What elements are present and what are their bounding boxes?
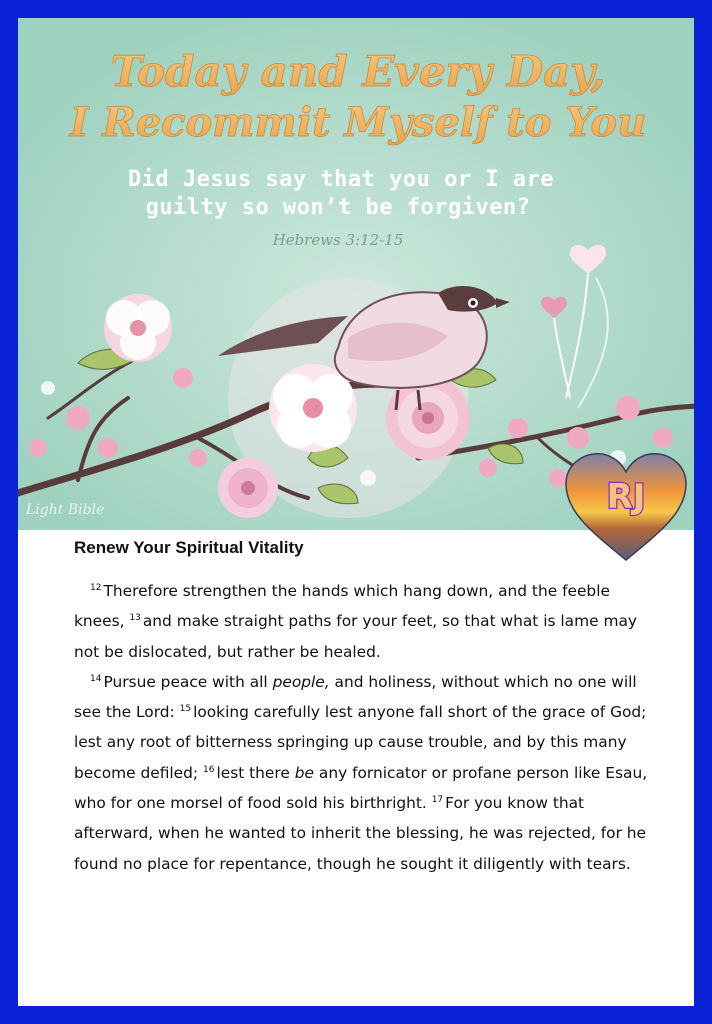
paragraph-2 [74,667,664,879]
headline-line-1: Today and Every Day, [110,47,606,96]
verse-italic: be [294,763,315,782]
scripture-reference: Hebrews 3:12-15 [272,231,404,249]
verse-text: Pursue peace with all [103,672,273,691]
verse-number: 13 [129,613,141,624]
paragraph-1 [74,576,664,667]
question-line-2: guilty so won’t be forgiven? [145,195,531,220]
verse-text: any fornicator or profane person like Esau, who for one morsel of food sold his birthright. [74,763,648,813]
verse-text: For you know that afterward, when he wanted to inherit the blessing, he was rejected, for he found no place for repentance, though he sought it diligently with tears. [74,794,647,873]
verse-italic: people, [272,672,330,691]
verse-number: 16 [203,764,215,775]
verse-number: 14 [90,673,102,684]
article-title: Renew Your Spiritual Vitality [74,538,304,557]
question-line-1: Did Jesus say that you or I are [127,167,555,192]
page-sheet [18,18,694,1006]
verse-number: 17 [431,795,444,806]
verse-text: Therefore strengthen the hands which hang down, and the feeble knees, [74,582,610,631]
verse-number: 15 [179,704,192,715]
verse-text: and holiness, without which no one will see the Lord: [74,672,637,722]
verse-number: 12 [90,583,102,593]
verse-text: looking carefully lest anyone fall short of the grace of God; lest any root of bitterness springing up cause trouble, and by this many become defiled; [74,703,647,782]
verse-text: and make straight paths for your feet, so that what is lame may not be dislocated, but rather be healed. [74,612,637,661]
rj-logo-text: RJ [606,477,646,517]
article [74,538,664,879]
headline-line-2: I Recommit Myself to You [69,99,647,146]
verse-text: lest there [216,763,295,782]
watermark: Light Bible [26,502,105,518]
